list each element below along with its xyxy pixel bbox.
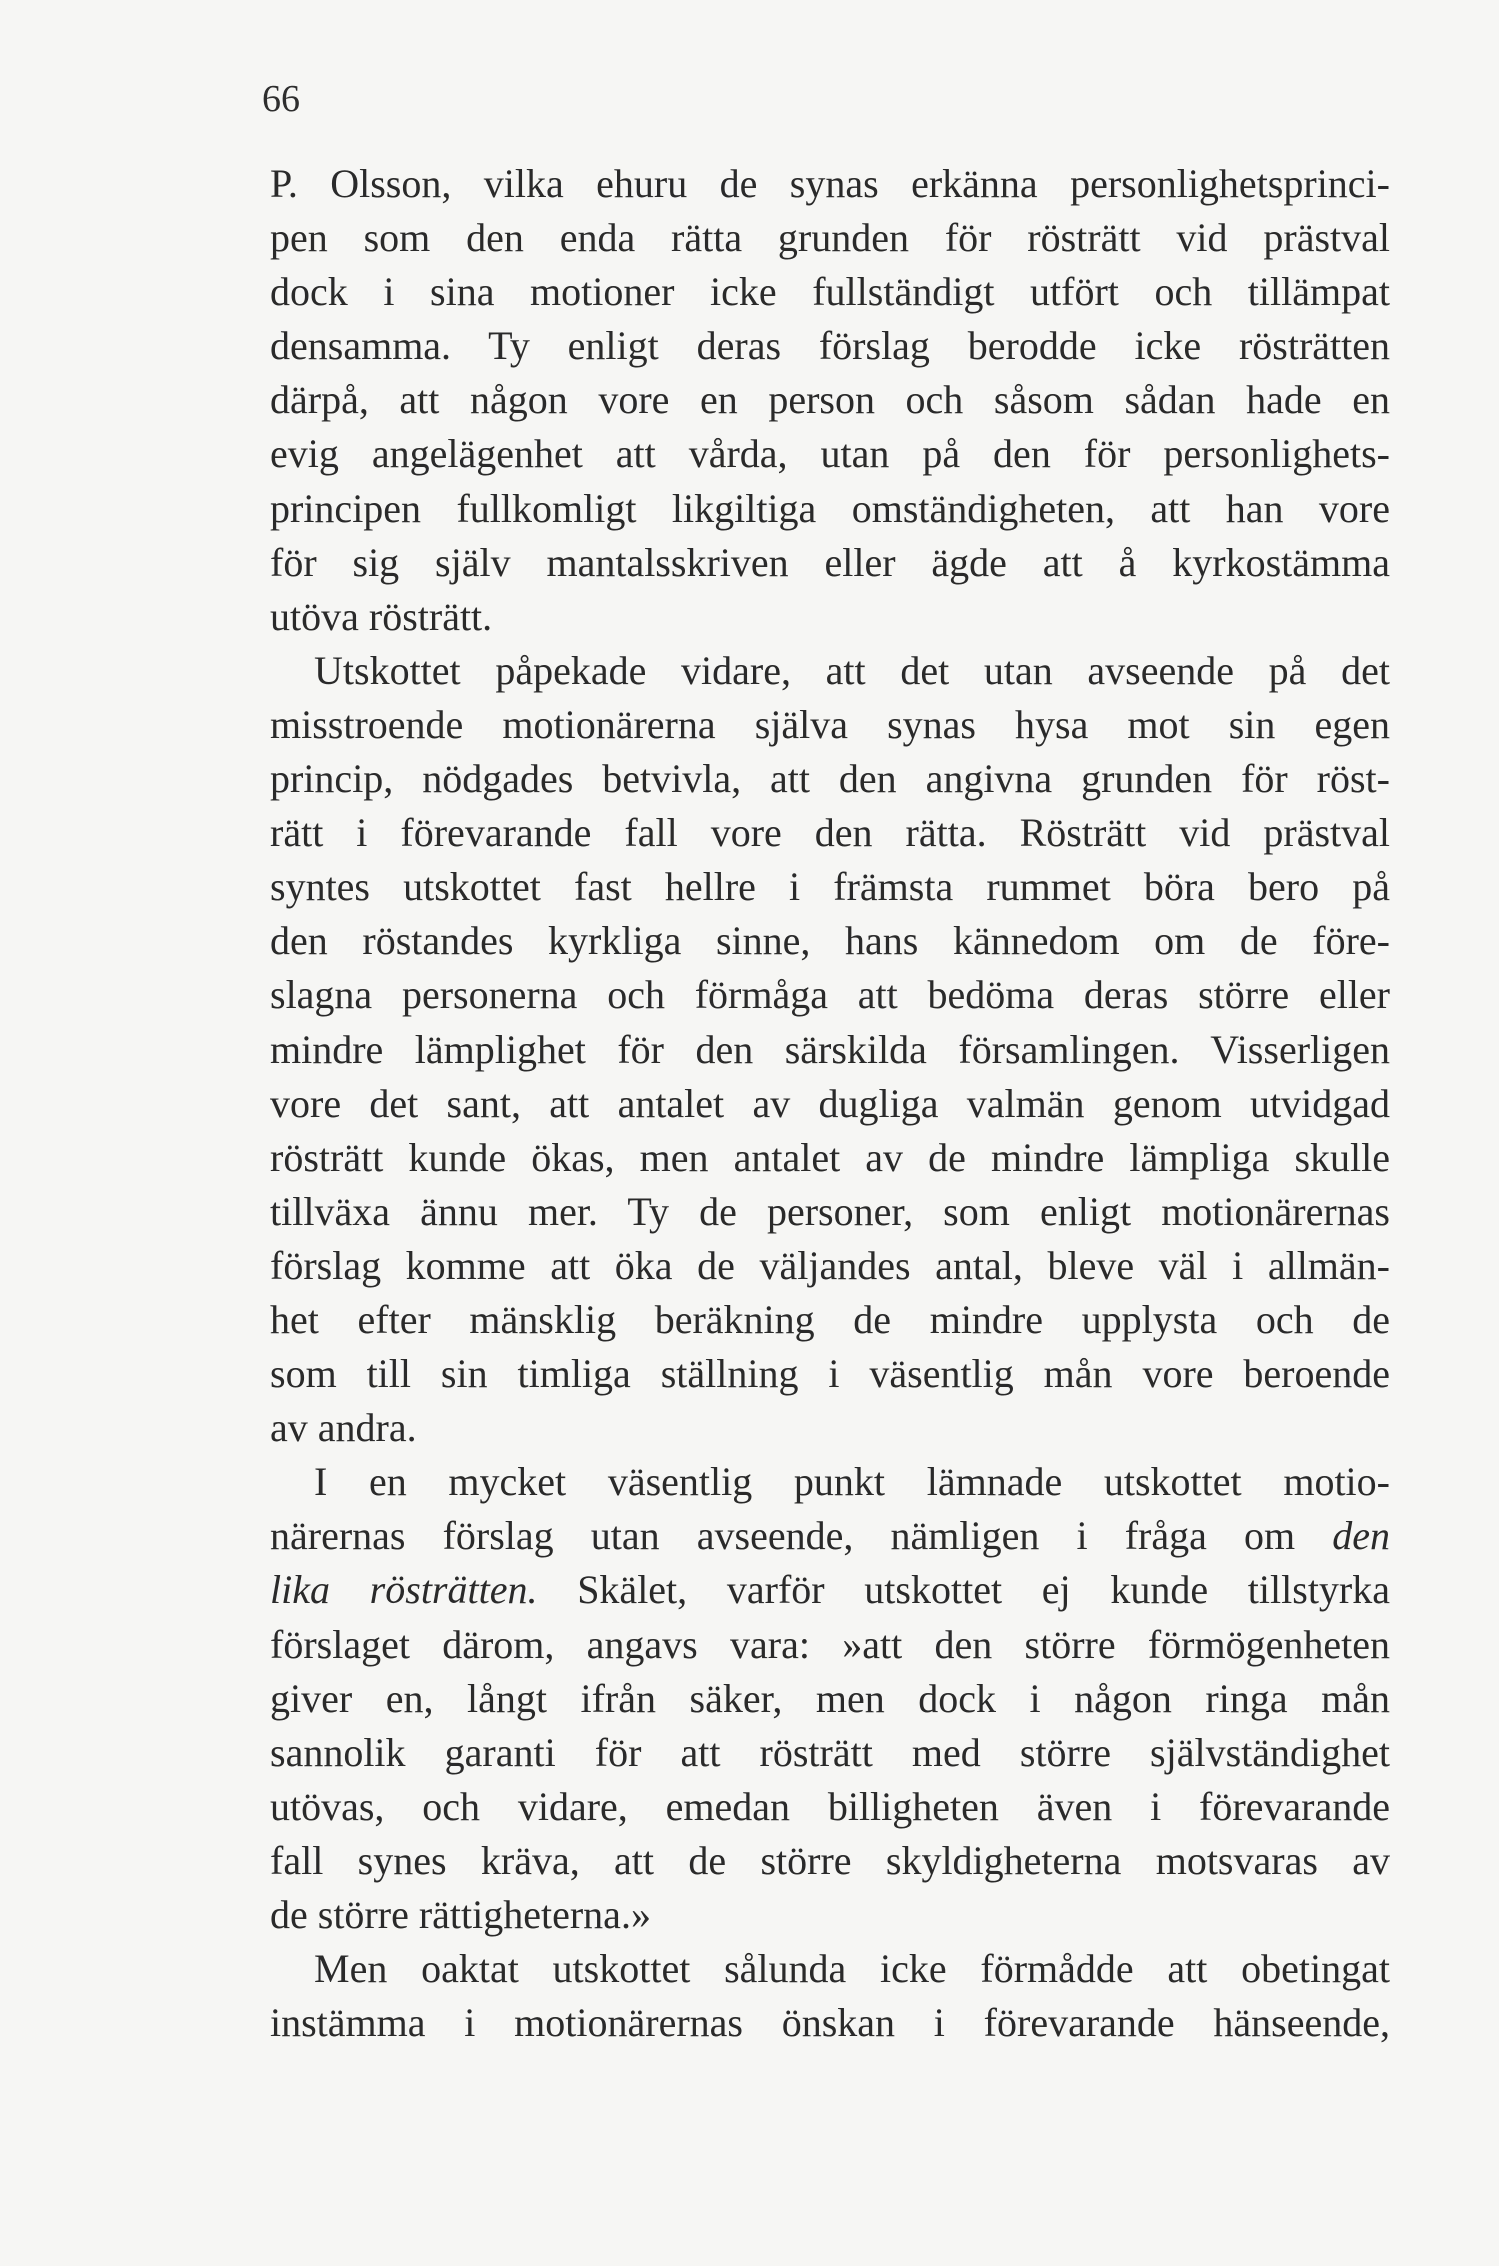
- text-line: pen som den enda rätta grunden för rösträtt vid prästval: [270, 215, 1390, 261]
- text-line: vore det sant, att antalet av dugliga valmän genom utvidgad: [270, 1080, 1390, 1126]
- text-line: Utskottet påpekade vidare, att det utan avseende på det: [314, 647, 1390, 693]
- page-number: 66: [262, 78, 300, 120]
- paragraph: [270, 1942, 1390, 2050]
- text-line: av andra.: [270, 1405, 417, 1451]
- text-line: fall synes kräva, att de större skyldigheterna motsvaras av: [270, 1837, 1390, 1883]
- text-line: den röstandes kyrkliga sinne, hans kännedom om de före-: [270, 918, 1390, 964]
- text-line: förslag komme att öka de väljandes antal, bleve väl i allmän-: [270, 1242, 1390, 1288]
- text-line: rätt i förevarande fall vore den rätta. Rösträtt vid prästval: [270, 810, 1390, 856]
- text-line: rösträtt kunde ökas, men antalet av de mindre lämpliga skulle: [270, 1134, 1390, 1180]
- text-line: misstroende motionärerna själva synas hysa mot sin egen: [270, 701, 1390, 747]
- text-line: evig angelägenhet att vårda, utan på den för personlighets-: [270, 431, 1390, 477]
- paragraph: [270, 644, 1390, 1455]
- text-line: principen fullkomligt likgiltiga omständigheten, att han vore: [270, 485, 1390, 531]
- text-line: som till sin timliga ställning i väsentlig mån vore beroende: [270, 1351, 1390, 1397]
- text-line: slagna personerna och förmåga att bedöma deras större eller: [270, 972, 1390, 1018]
- text-line: [270, 1563, 1390, 1617]
- text-line: princip, nödgades betvivla, att den angivna grunden för röst-: [270, 756, 1390, 802]
- text-line: I en mycket väsentlig punkt lämnade utskottet motio-: [314, 1459, 1390, 1505]
- paragraph: [270, 1455, 1390, 1942]
- text-line: dock i sina motioner icke fullständigt utfört och tillämpat: [270, 269, 1390, 315]
- text-line: utövas, och vidare, emedan billigheten även i förevarande: [270, 1783, 1390, 1829]
- text-run: närernas förslag utan avseende, nämligen i fråga om: [270, 1513, 1296, 1559]
- text-line: för sig själv mantalsskriven eller ägde att å kyrkostämma: [270, 539, 1390, 585]
- text-line: utöva rösträtt.: [270, 593, 493, 639]
- text-line: Men oaktat utskottet sålunda icke förmådde att obetingat: [314, 1946, 1390, 1992]
- text-line: mindre lämplighet för den särskilda församlingen. Visserligen: [270, 1026, 1390, 1072]
- text-line: därpå, att någon vore en person och såsom sådan hade en: [270, 377, 1390, 423]
- text-line: P. Olsson, vilka ehuru de synas erkänna personlighetsprinci-: [270, 161, 1390, 206]
- text-line: densamma. Ty enligt deras förslag berodde icke rösträtten: [270, 323, 1390, 369]
- text-line: de större rättigheterna.»: [270, 1892, 651, 1937]
- text-line: instämma i motionärernas önskan i förevarande hänseende,: [270, 2000, 1390, 2046]
- text-line: giver en, långt ifrån säker, men dock i någon ringa mån: [270, 1675, 1390, 1721]
- text-line: tillväxa ännu mer. Ty de personer, som enligt motionärernas: [270, 1188, 1390, 1234]
- paragraph: [270, 157, 1390, 644]
- text-line: het efter mänsklig beräkning de mindre upplysta och de: [270, 1296, 1390, 1342]
- italic-emphasis: lika rösträtten.: [270, 1567, 538, 1613]
- text-run: Skälet, varför utskottet ej kunde tillstyrka: [577, 1567, 1390, 1613]
- text-line: förslaget därom, angavs vara: »att den större förmögenheten: [270, 1621, 1390, 1667]
- text-line: sannolik garanti för att rösträtt med större självständighet: [270, 1729, 1390, 1775]
- text-line: [270, 1509, 1390, 1563]
- text-line: syntes utskottet fast hellre i främsta rummet böra bero på: [270, 864, 1390, 910]
- italic-emphasis: den: [1332, 1513, 1391, 1559]
- body-text: [270, 157, 1390, 2050]
